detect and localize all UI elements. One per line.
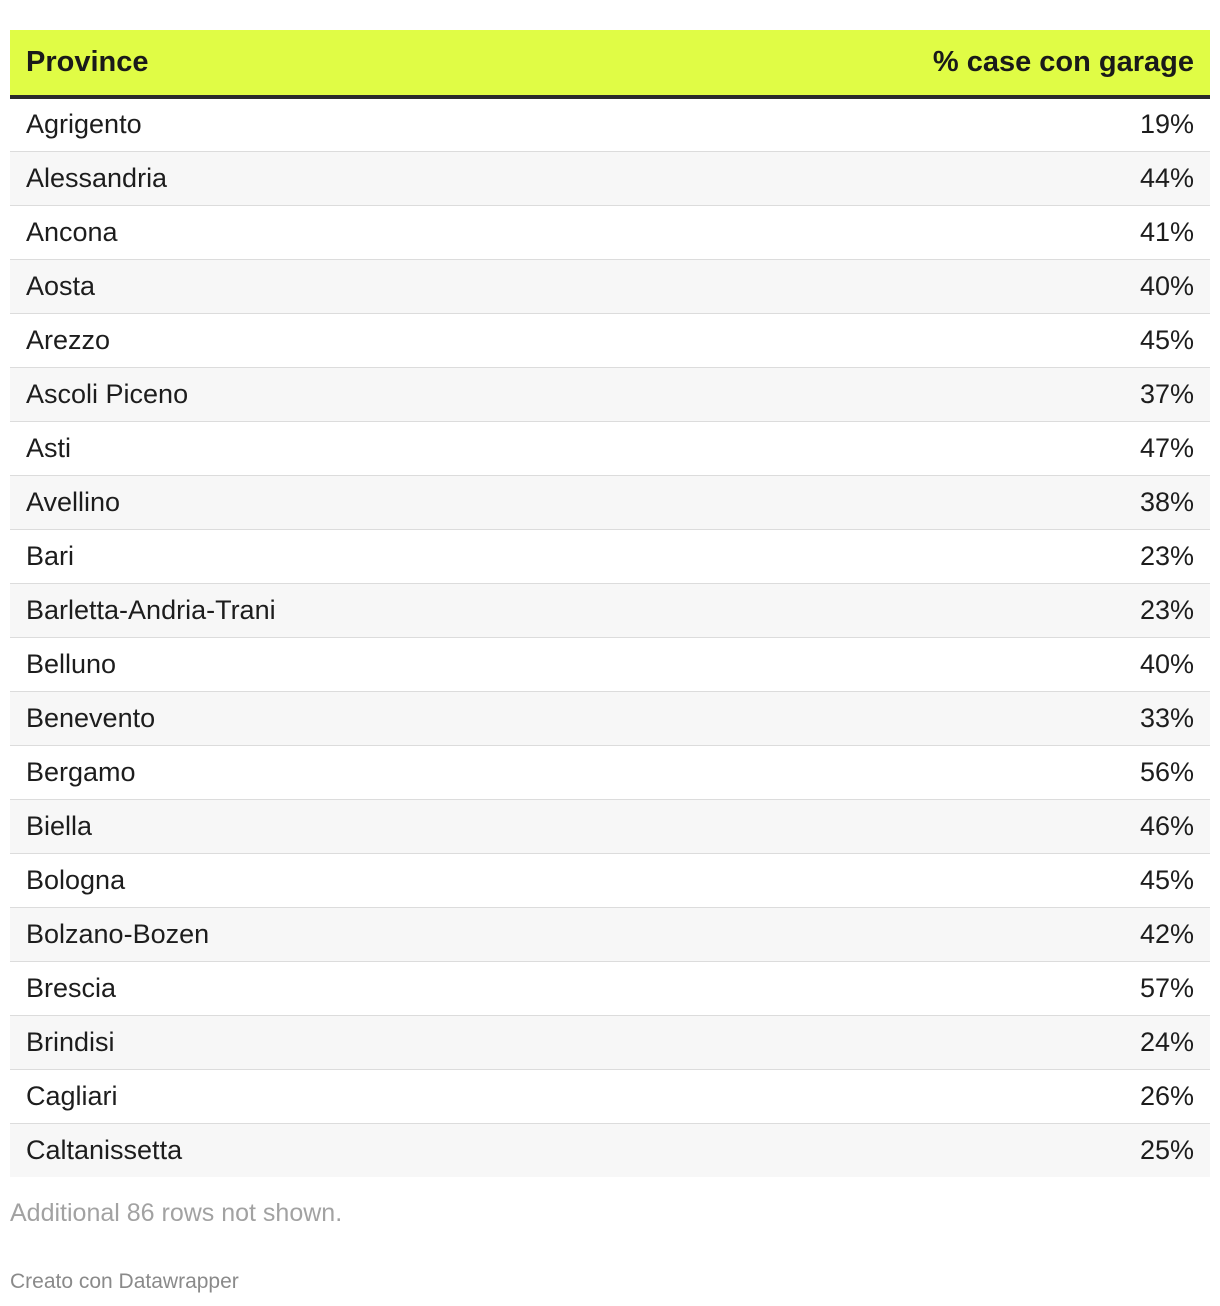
province-cell: Avellino xyxy=(10,475,610,529)
column-header-pct-garage[interactable]: % case con garage xyxy=(610,30,1210,97)
table-row xyxy=(10,853,1210,907)
pct-garage-cell: 44% xyxy=(610,151,1210,205)
pct-garage-cell: 45% xyxy=(610,313,1210,367)
pct-garage-cell: 57% xyxy=(610,961,1210,1015)
province-cell: Bergamo xyxy=(10,745,610,799)
province-cell: Bolzano-Bozen xyxy=(10,907,610,961)
table-row xyxy=(10,151,1210,205)
table-row xyxy=(10,745,1210,799)
province-cell: Brindisi xyxy=(10,1015,610,1069)
table-row xyxy=(10,475,1210,529)
province-cell: Ancona xyxy=(10,205,610,259)
pct-garage-cell: 47% xyxy=(610,421,1210,475)
datawrapper-credit: Creato con Datawrapper xyxy=(10,1270,239,1293)
pct-garage-cell: 25% xyxy=(610,1123,1210,1177)
table-row xyxy=(10,1015,1210,1069)
province-cell: Benevento xyxy=(10,691,610,745)
table-row xyxy=(10,799,1210,853)
data-table xyxy=(10,30,1210,1177)
table-row xyxy=(10,1123,1210,1177)
pct-garage-cell: 33% xyxy=(610,691,1210,745)
table-row xyxy=(10,97,1210,151)
pct-garage-cell: 40% xyxy=(610,637,1210,691)
province-cell: Bari xyxy=(10,529,610,583)
province-cell: Asti xyxy=(10,421,610,475)
province-cell: Belluno xyxy=(10,637,610,691)
province-cell: Bologna xyxy=(10,853,610,907)
table-row xyxy=(10,907,1210,961)
province-cell: Barletta-Andria-Trani xyxy=(10,583,610,637)
table-row xyxy=(10,961,1210,1015)
pct-garage-cell: 24% xyxy=(610,1015,1210,1069)
province-cell: Aosta xyxy=(10,259,610,313)
pct-garage-cell: 42% xyxy=(610,907,1210,961)
pct-garage-cell: 26% xyxy=(610,1069,1210,1123)
pct-garage-cell: 41% xyxy=(610,205,1210,259)
table-body xyxy=(10,97,1210,1177)
more-rows-note: Additional 86 rows not shown. xyxy=(10,1199,343,1227)
province-cell: Caltanissetta xyxy=(10,1123,610,1177)
table-row xyxy=(10,367,1210,421)
table-row xyxy=(10,691,1210,745)
table-row xyxy=(10,529,1210,583)
pct-garage-cell: 40% xyxy=(610,259,1210,313)
pct-garage-cell: 37% xyxy=(610,367,1210,421)
pct-garage-cell: 38% xyxy=(610,475,1210,529)
province-cell: Biella xyxy=(10,799,610,853)
table-row xyxy=(10,313,1210,367)
pct-garage-cell: 23% xyxy=(610,583,1210,637)
table-row xyxy=(10,583,1210,637)
pct-garage-cell: 46% xyxy=(610,799,1210,853)
pct-garage-cell: 19% xyxy=(610,97,1210,151)
data-table-container xyxy=(10,30,1210,1177)
pct-garage-cell: 56% xyxy=(610,745,1210,799)
province-cell: Ascoli Piceno xyxy=(10,367,610,421)
table-row xyxy=(10,637,1210,691)
table-row xyxy=(10,1069,1210,1123)
pct-garage-cell: 23% xyxy=(610,529,1210,583)
pct-garage-cell: 45% xyxy=(610,853,1210,907)
province-cell: Agrigento xyxy=(10,97,610,151)
column-header-province[interactable]: Province xyxy=(10,30,610,97)
province-cell: Alessandria xyxy=(10,151,610,205)
province-cell: Brescia xyxy=(10,961,610,1015)
table-row xyxy=(10,421,1210,475)
table-row xyxy=(10,259,1210,313)
province-cell: Cagliari xyxy=(10,1069,610,1123)
table-header-row xyxy=(10,30,1210,97)
table-row xyxy=(10,205,1210,259)
province-cell: Arezzo xyxy=(10,313,610,367)
